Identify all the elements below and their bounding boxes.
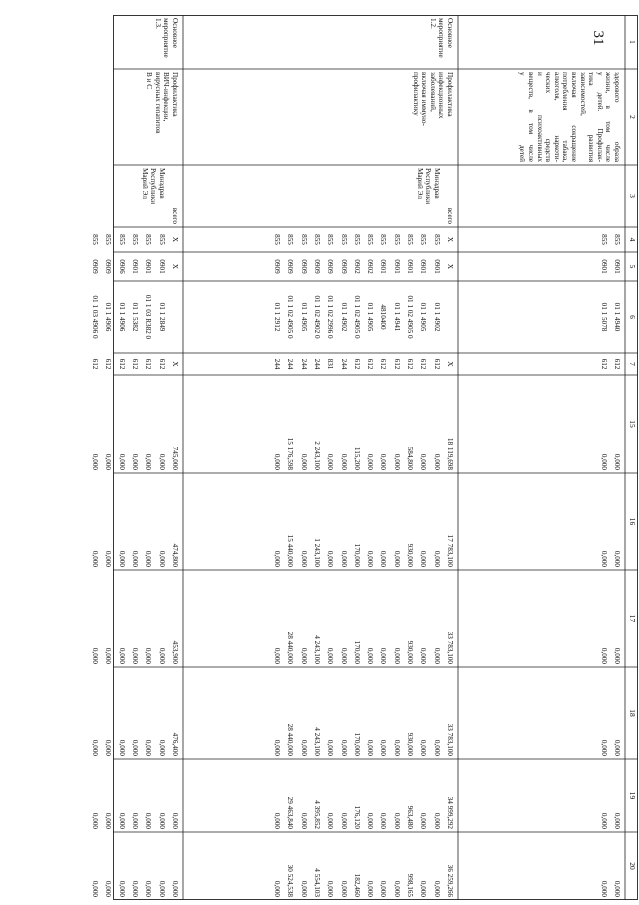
table-cell: 855: [144, 234, 153, 245]
header-col-15: 15: [628, 420, 637, 428]
table-cell: 0,000: [432, 453, 441, 470]
table-cell: 01 1 4902: [339, 302, 348, 332]
table-cell: 0901: [406, 259, 415, 274]
table-cell: 0,000: [104, 880, 113, 897]
table-cell: 0,000: [117, 647, 126, 664]
table-cell: 0901: [419, 259, 428, 274]
table-cell: 0,000: [419, 739, 428, 756]
table-cell: 0,000: [157, 647, 166, 664]
table-cell: 01 1 5078: [599, 302, 608, 332]
total-value: X: [446, 361, 454, 367]
table-cell: 0,000: [613, 739, 621, 756]
header-col-2: 2: [628, 115, 637, 119]
table-cell: 176,120: [352, 805, 361, 829]
table-cell: 855: [613, 234, 621, 245]
table-cell: 0,000: [339, 550, 348, 567]
table-cell: 0,000: [299, 453, 308, 470]
table-cell: 0901: [157, 259, 166, 274]
responsible-org: Минздрав Республики Марий Эл: [140, 168, 166, 205]
table-cell: 612: [91, 358, 100, 370]
table-cell: 01 1 03 4906 0: [91, 295, 100, 339]
table-cell: 01 1 02 4902 0: [313, 295, 321, 339]
table-cell: 0,000: [326, 880, 335, 897]
table-cell: 4 395,852: [313, 800, 321, 829]
table-cell: 855: [131, 234, 140, 245]
table-cell: 0,000: [613, 550, 621, 567]
table-cell: 612: [352, 358, 361, 370]
table-cell: 01 1 2912: [273, 302, 282, 332]
table-cell: 244: [313, 358, 321, 370]
table-cell: 0,000: [104, 647, 113, 664]
table-cell: 0,000: [144, 880, 153, 897]
table-cell: 01 1 4906: [104, 302, 113, 332]
table-cell: 855: [379, 234, 388, 245]
table-cell: 0,000: [392, 739, 401, 756]
table-cell: 4 554,103: [313, 868, 321, 897]
table-cell: 855: [326, 234, 335, 245]
table-cell: 0,000: [91, 739, 100, 756]
table-cell: 930,000: [406, 543, 415, 567]
table-cell: 612: [366, 358, 375, 370]
table-cell: 29 463,840: [286, 796, 295, 829]
table-cell: 0,000: [273, 647, 282, 664]
table-cell: 0,000: [131, 812, 140, 829]
total-value: X: [446, 263, 454, 270]
table-cell: 0,000: [432, 550, 441, 567]
table-cell: 2 243,100: [313, 441, 321, 470]
table-cell: 0,000: [131, 647, 140, 664]
table-cell: 30 524,538: [286, 864, 295, 897]
table-cell: 612: [406, 358, 415, 370]
table-cell: 0,000: [379, 550, 388, 567]
table-cell: 15 176,598: [286, 437, 295, 470]
table-cell: 0,000: [339, 739, 348, 756]
table-cell: 0,000: [144, 739, 153, 756]
table-cell: 0,000: [157, 880, 166, 897]
table-cell: 244: [299, 358, 308, 370]
table-cell: 584,800: [406, 446, 415, 470]
activity-name: здорового образа жизни, в том числе у детей. Профилак- тика развития зависимостей, включая сокращение потребления табака, алкоголя, наркоти- ческих средств и психоактивных веществ, в том числе у детей: [518, 72, 621, 162]
table-cell: 612: [131, 358, 140, 370]
header-col-19: 19: [628, 791, 637, 800]
table-cell: 855: [117, 234, 126, 245]
table-cell: 855: [313, 234, 321, 245]
table-cell: 01 1 4941: [392, 302, 401, 332]
total-label: всего: [446, 207, 454, 224]
header-col-4: 4: [628, 237, 637, 242]
table-cell: 0,000: [104, 812, 113, 829]
table-cell: 01 1 02 4905 0: [286, 295, 295, 339]
table-cell: 0,000: [599, 880, 608, 897]
table-cell: 930,000: [406, 640, 415, 664]
table-cell: 0,000: [104, 550, 113, 567]
table-cell: 0909: [339, 259, 348, 274]
table-cell: 0,000: [339, 812, 348, 829]
table-cell: 0,000: [117, 453, 126, 470]
table-cell: 0909: [326, 259, 335, 274]
table-cell: 0,000: [599, 453, 608, 470]
total-value: 34 999,292: [446, 796, 454, 829]
table-cell: 0,000: [299, 647, 308, 664]
table-cell: 170,000: [352, 543, 361, 567]
table-cell: 01 1 4905: [299, 302, 308, 332]
total-value: 474,800: [171, 543, 179, 567]
total-value: 18 119,698: [446, 437, 454, 470]
table-cell: 0,000: [326, 550, 335, 567]
table-cell: 0,000: [104, 739, 113, 756]
table-cell: 0,000: [379, 647, 388, 664]
table-cell: 0,000: [392, 647, 401, 664]
table-cell: 0,000: [91, 812, 100, 829]
table-cell: 0,000: [104, 453, 113, 470]
table-cell: 0,000: [379, 812, 388, 829]
table-cell: 0,000: [326, 812, 335, 829]
table-cell: 855: [157, 234, 166, 245]
table-cell: 0,000: [273, 550, 282, 567]
table-cell: 115,200: [352, 446, 361, 470]
table-cell: 0,000: [117, 550, 126, 567]
table-cell: 855: [419, 234, 428, 245]
total-value: 745,000: [171, 446, 179, 470]
table-cell: 182,460: [352, 873, 361, 897]
table-cell: 0,000: [273, 812, 282, 829]
table-cell: 170,000: [352, 732, 361, 756]
table-cell: 0,000: [392, 812, 401, 829]
table-cell: 855: [432, 234, 441, 245]
total-value: X: [171, 236, 179, 243]
responsible-org: Минздрав Республики Марий Эл: [415, 168, 441, 205]
table-cell: 0,000: [366, 647, 375, 664]
table-cell: 0,000: [131, 550, 140, 567]
table-cell: 0,000: [366, 880, 375, 897]
table-cell: 0901: [144, 259, 153, 274]
table-cell: 01 1 4902: [432, 302, 441, 332]
activity-name: Профилактика инфекционных заболеваний, включая иммуно- профилактику: [411, 72, 454, 126]
total-value: 33 783,100: [446, 723, 454, 756]
table-cell: 0,000: [144, 453, 153, 470]
header-col-6: 6: [628, 315, 637, 319]
table-cell: 0,000: [299, 880, 308, 897]
table-cell: 28 440,000: [286, 631, 295, 664]
table-cell: 612: [613, 358, 621, 370]
table-cell: 1 243,100: [313, 538, 321, 567]
table-cell: 0,000: [144, 550, 153, 567]
header-col-20: 20: [628, 862, 637, 870]
table-cell: 855: [392, 234, 401, 245]
table-cell: 01 1 4906: [117, 302, 126, 332]
table-cell: 0902: [352, 259, 361, 274]
table-cell: 998,165: [406, 873, 415, 897]
table-cell: 01 1 02 4905 0: [406, 295, 415, 339]
table-cell: 01 1 03 R382 0: [144, 294, 153, 340]
table-cell: 612: [117, 358, 126, 370]
table-cell: 0909: [286, 259, 295, 274]
activity-code: Основное мероприятие 1.3.: [153, 18, 179, 58]
header-col-3: 3: [628, 194, 637, 198]
table-cell: 01 1 4940: [613, 302, 621, 332]
table-cell: 4 243,100: [313, 635, 321, 664]
table-cell: 0,000: [131, 739, 140, 756]
table-cell: 0,000: [339, 647, 348, 664]
table-cell: 0,000: [432, 647, 441, 664]
table-cell: 612: [157, 358, 166, 370]
header-col-17: 17: [628, 614, 637, 623]
table-cell: 0,000: [419, 550, 428, 567]
table-cell: 0,000: [339, 880, 348, 897]
table-cell: 0,000: [157, 550, 166, 567]
table-cell: 0901: [131, 259, 140, 274]
budget-table: [91, 15, 638, 900]
table-cell: 244: [273, 358, 282, 370]
table-cell: 0901: [432, 259, 441, 274]
table-cell: 855: [286, 234, 295, 245]
table-cell: 0,000: [157, 739, 166, 756]
table-cell: 0,000: [144, 812, 153, 829]
table-cell: 0,000: [599, 812, 608, 829]
total-value: 17 783,100: [446, 534, 454, 567]
table-cell: 244: [286, 358, 295, 370]
table-cell: 612: [379, 358, 388, 370]
table-cell: 0,000: [157, 812, 166, 829]
table-cell: 0,000: [91, 550, 100, 567]
table-cell: 612: [144, 358, 153, 370]
header-col-16: 16: [628, 517, 637, 526]
table-cell: 612: [599, 358, 608, 370]
table-cell: 0909: [273, 259, 282, 274]
table-cell: 15 440,000: [286, 534, 295, 567]
table-cell: 170,000: [352, 640, 361, 664]
table-cell: 963,480: [406, 805, 415, 829]
table-cell: 0,000: [379, 739, 388, 756]
table-cell: 0,000: [392, 453, 401, 470]
table-cell: 0,000: [339, 453, 348, 470]
table-cell: 0,000: [91, 647, 100, 664]
table-cell: 0,000: [599, 647, 608, 664]
table-cell: 0,000: [613, 880, 621, 897]
table-cell: 0,000: [379, 453, 388, 470]
total-label: всего: [171, 207, 179, 224]
table-cell: 855: [599, 234, 608, 245]
table-cell: 0,000: [131, 880, 140, 897]
table-cell: 0,000: [117, 812, 126, 829]
table-cell: 0,000: [144, 647, 153, 664]
table-cell: 855: [91, 234, 100, 245]
table-cell: 612: [432, 358, 441, 370]
table-cell: 0,000: [299, 550, 308, 567]
table-cell: 0,000: [326, 647, 335, 664]
table-cell: 612: [104, 358, 113, 370]
table-cell: 244: [339, 358, 348, 370]
table-cell: 01 1 5382: [131, 302, 140, 332]
table-cell: 0,000: [157, 453, 166, 470]
table-cell: 0,000: [273, 880, 282, 897]
table-cell: 4 243,100: [313, 727, 321, 756]
table-cell: 855: [339, 234, 348, 245]
table-cell: 855: [406, 234, 415, 245]
table-cell: 0,000: [366, 739, 375, 756]
table-cell: 0,000: [392, 880, 401, 897]
table-cell: 0,000: [599, 739, 608, 756]
table-cell: 855: [299, 234, 308, 245]
table-cell: 0,000: [366, 453, 375, 470]
table-cell: 0906: [117, 259, 126, 274]
total-value: X: [171, 361, 179, 367]
table-cell: 0,000: [273, 453, 282, 470]
table-cell: 0,000: [419, 812, 428, 829]
table-cell: 0901: [379, 259, 388, 274]
header-col-1: 1: [628, 40, 637, 44]
table-cell: 0,000: [432, 812, 441, 829]
page-number: 31: [590, 30, 606, 46]
table-cell: 855: [273, 234, 282, 245]
table-cell: 0,000: [613, 453, 621, 470]
table-cell: 01 1 2849: [157, 302, 166, 332]
total-value: 476,400: [171, 732, 179, 756]
total-value: X: [446, 236, 454, 243]
table-cell: 0901: [392, 259, 401, 274]
header-col-7: 7: [628, 362, 637, 366]
table-cell: 0,000: [379, 880, 388, 897]
table-cell: 28 440,000: [286, 723, 295, 756]
table-cell: 0,000: [326, 739, 335, 756]
table-cell: 0,000: [613, 812, 621, 829]
table-cell: 0909: [313, 259, 321, 274]
total-value: 453,900: [171, 640, 179, 664]
table-cell: 01 1 4905: [366, 302, 375, 332]
table-cell: 0,000: [299, 812, 308, 829]
table-cell: 0,000: [392, 550, 401, 567]
table-cell: 855: [104, 234, 113, 245]
table-cell: 0901: [599, 259, 608, 274]
table-cell: 855: [352, 234, 361, 245]
table-cell: 01 1 4905: [419, 302, 428, 332]
table-cell: 0,000: [432, 880, 441, 897]
table-cell: 612: [392, 358, 401, 370]
table-cell: 0,000: [366, 550, 375, 567]
table-cell: 0,000: [419, 647, 428, 664]
table-cell: 01 1 02 4905 0: [352, 295, 361, 339]
table-cell: 0,000: [613, 647, 621, 664]
table-cell: 855: [366, 234, 375, 245]
total-value: X: [171, 263, 179, 270]
total-value: 33 783,100: [446, 631, 454, 664]
table-cell: 612: [419, 358, 428, 370]
table-cell: 0909: [299, 259, 308, 274]
total-value: 36 259,266: [446, 864, 454, 897]
table-cell: 0,000: [273, 739, 282, 756]
total-value: 0,000: [171, 880, 179, 897]
table-cell: 0,000: [419, 880, 428, 897]
header-col-18: 18: [628, 709, 637, 717]
table-cell: 4810400: [379, 304, 388, 330]
table-cell: 0902: [366, 259, 375, 274]
table-cell: 0901: [613, 259, 621, 274]
table-cell: 0,000: [131, 453, 140, 470]
table-cell: 930,000: [406, 732, 415, 756]
table-cell: 0,000: [299, 739, 308, 756]
activity-code: Основное мероприятие 1.2.: [428, 18, 454, 58]
table-cell: 01 1 02 2996 0: [326, 295, 335, 339]
table-cell: 0,000: [326, 453, 335, 470]
table-cell: 0,000: [599, 550, 608, 567]
header-col-5: 5: [628, 264, 637, 269]
table-cell: 0909: [91, 259, 100, 274]
table-cell: 0,000: [91, 880, 100, 897]
table-cell: 831: [326, 358, 335, 370]
table-cell: 0,000: [117, 880, 126, 897]
table-cell: 0,000: [366, 812, 375, 829]
table-cell: 0,000: [419, 453, 428, 470]
table-cell: 0,000: [432, 739, 441, 756]
table-cell: 0909: [104, 259, 113, 274]
total-value: 0,000: [171, 812, 179, 829]
activity-name: Профилактика ВИЧ-инфекции, вирусных гепатитов В и С: [145, 72, 179, 134]
table-cell: 0,000: [117, 739, 126, 756]
table-cell: 0,000: [91, 453, 100, 470]
